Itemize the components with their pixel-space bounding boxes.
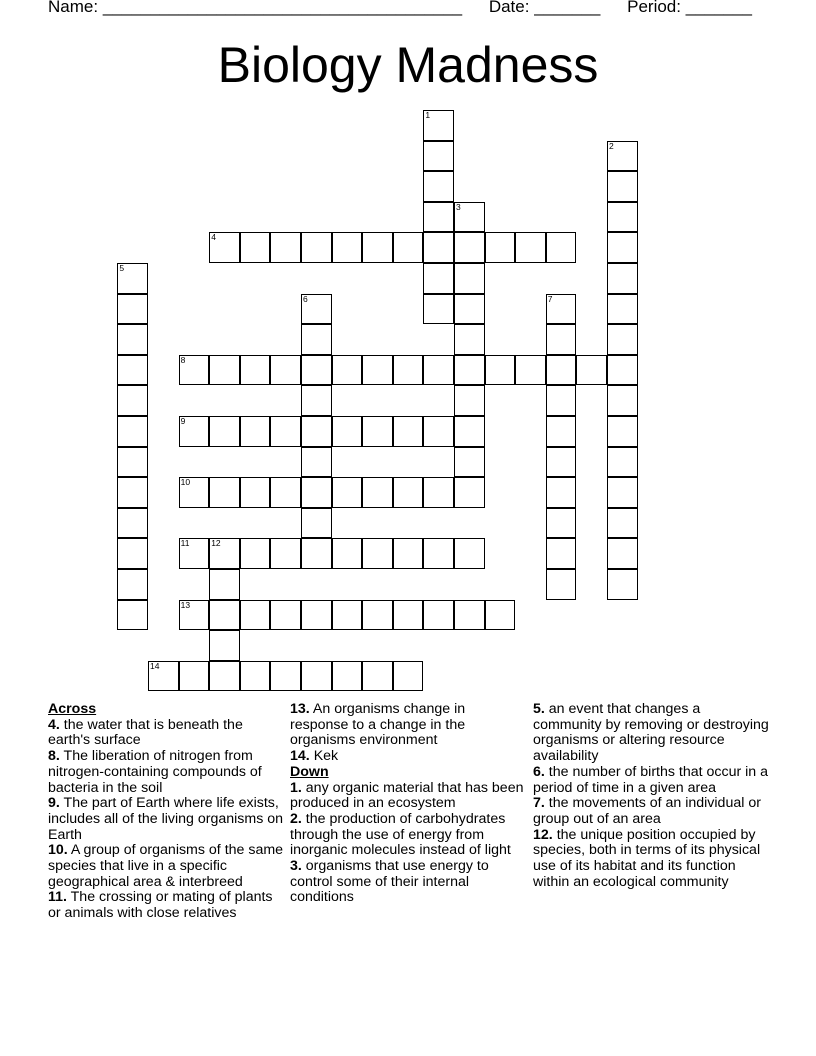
grid-cell[interactable] [454,538,485,569]
clues-column-3 [533,702,769,890]
grid-cell[interactable] [423,263,454,294]
grid-cell[interactable] [546,508,577,539]
grid-cell[interactable] [117,263,148,294]
down-heading: Down [290,763,329,780]
grid-cell[interactable] [301,385,332,416]
grid-cell[interactable] [423,538,454,569]
grid-cell[interactable] [332,477,363,508]
grid-cell[interactable] [485,355,516,386]
grid-cell[interactable] [240,416,271,447]
grid-cell[interactable] [546,569,577,600]
grid-cell[interactable] [117,355,148,386]
grid-cell[interactable] [454,202,485,233]
grid-cell[interactable] [607,141,638,172]
clue-number: 3 [456,201,461,212]
grid-cell[interactable] [362,661,393,692]
clues-column-1 [48,702,284,922]
grid-cell[interactable] [454,385,485,416]
grid-cell[interactable] [454,477,485,508]
grid-cell[interactable] [607,447,638,478]
period-field[interactable]: _______ [685,0,752,16]
grid-cell[interactable] [423,600,454,631]
grid-cell[interactable] [362,538,393,569]
grid-cell[interactable] [240,661,271,692]
grid-cell[interactable] [270,477,301,508]
grid-cell[interactable] [393,661,424,692]
clue-across-4: 4. the water that is beneath the earth's surface [48,716,243,749]
grid-cell[interactable] [301,508,332,539]
grid-cell[interactable] [301,661,332,692]
grid-cell[interactable] [515,355,546,386]
clue-number: 8 [180,354,186,365]
grid-cell[interactable] [454,232,485,263]
clue-number: 6 [303,293,308,304]
across-heading: Across [48,701,97,717]
grid-cell[interactable] [546,232,577,263]
grid-cell[interactable] [179,600,210,631]
grid-cell[interactable] [607,202,638,233]
grid-cell[interactable] [607,477,638,508]
grid-cell[interactable] [607,538,638,569]
clue-across-8: 8. The liberation of nitrogen from nitrogen-containing compounds of bacteria in the soil [48,748,262,796]
grid-cell[interactable] [454,263,485,294]
clue-number: 9 [180,416,186,426]
grid-cell[interactable] [332,232,363,263]
grid-cell[interactable] [270,538,301,569]
clues-column-2 [290,702,526,906]
grid-cell[interactable] [607,263,638,294]
clue-number: 5 [119,263,125,273]
clue-number: 1 [425,110,431,120]
grid-cell[interactable] [209,477,240,508]
grid-cell[interactable] [301,324,332,355]
grid-cell[interactable] [179,355,210,386]
grid-cell[interactable] [301,294,332,325]
grid-cell[interactable] [332,661,363,692]
grid-cell[interactable] [270,232,301,263]
grid-cell[interactable] [240,538,271,569]
grid-cell[interactable] [393,355,424,386]
grid-cell[interactable] [576,355,607,386]
period-label: Period: [627,0,681,16]
grid-cell[interactable] [607,569,638,600]
grid-cell[interactable] [117,569,148,600]
grid-cell[interactable] [270,416,301,447]
grid-cell[interactable] [270,600,301,631]
grid-cell[interactable] [240,232,271,263]
grid-cell[interactable] [393,538,424,569]
grid-cell[interactable] [423,477,454,508]
grid-cell[interactable] [301,416,332,447]
grid-cell[interactable] [301,447,332,478]
grid-cell[interactable] [607,416,638,447]
grid-cell[interactable] [301,600,332,631]
grid-cell[interactable] [332,355,363,386]
grid-cell[interactable] [209,355,240,386]
grid-cell[interactable] [546,416,577,447]
grid-cell[interactable] [607,171,638,202]
grid-cell[interactable] [301,232,332,263]
grid-cell[interactable] [423,202,454,233]
grid-cell[interactable] [423,141,454,172]
grid-cell[interactable] [332,600,363,631]
grid-cell[interactable] [240,355,271,386]
grid-cell[interactable] [148,661,179,692]
grid-cell[interactable] [270,661,301,692]
date-field[interactable]: _______ [534,0,601,16]
grid-cell[interactable] [393,232,424,263]
grid-cell[interactable] [209,569,240,600]
grid-cell[interactable] [332,416,363,447]
grid-cell[interactable] [209,600,240,631]
grid-cell[interactable] [546,538,577,569]
clue-number: 14 [150,660,160,671]
grid-cell[interactable] [454,355,485,386]
grid-cell[interactable] [607,232,638,263]
name-field[interactable]: ______________________________________ [102,0,463,16]
grid-cell[interactable] [117,538,148,569]
grid-cell[interactable] [454,416,485,447]
grid-cell[interactable] [209,630,240,661]
grid-cell[interactable] [607,294,638,325]
clue-number: 12 [211,538,221,549]
clue-across-11: 11. The crossing or mating of plants or animals with close relatives [48,889,273,922]
grid-cell[interactable] [546,294,577,325]
grid-cell[interactable] [485,600,516,631]
grid-cell[interactable] [270,355,301,386]
grid-cell[interactable] [423,232,454,263]
grid-cell[interactable] [546,385,577,416]
grid-cell[interactable] [362,355,393,386]
clue-down-2: 2. the production of carbohydrates through the use of energy from inorganic molecules instead of light [290,810,511,859]
grid-cell[interactable] [485,232,516,263]
grid-cell[interactable] [454,600,485,631]
clue-down-3: 3. organisms that use energy to control some of their internal conditions [290,858,489,906]
grid-cell[interactable] [607,324,638,355]
grid-cell[interactable] [117,508,148,539]
grid-cell[interactable] [209,232,240,263]
grid-cell[interactable] [607,385,638,416]
grid-cell[interactable] [179,661,210,692]
grid-cell[interactable] [607,508,638,539]
grid-cell[interactable] [332,538,363,569]
clue-number: 4 [211,232,216,243]
grid-cell[interactable] [454,324,485,355]
grid-cell[interactable] [301,355,332,386]
clue-across-9: 9. The part of Earth where life exists, includes all of the living organisms on Earth [48,795,284,843]
grid-cell[interactable] [423,171,454,202]
grid-cell[interactable] [179,477,210,508]
grid-cell[interactable] [454,447,485,478]
grid-cell[interactable] [209,661,240,692]
clue-down-1: 1. any organic material that has been produced in an ecosystem [290,779,524,812]
clue-across-10: 10. A group of organisms of the same species that live in a specific geographical area & interbreed [48,842,284,890]
grid-cell[interactable] [546,447,577,478]
grid-cell[interactable] [362,416,393,447]
page-title: Biology Madness [217,37,599,93]
grid-cell[interactable] [393,477,424,508]
clue-number: 7 [547,293,553,304]
grid-cell[interactable] [393,416,424,447]
grid-cell[interactable] [117,294,148,325]
grid-cell[interactable] [117,385,148,416]
grid-cell[interactable] [423,110,454,141]
grid-cell[interactable] [117,600,148,631]
clue-down-7: 7. the movements of an individual or group out of an area [533,795,761,827]
clue-number: 13 [180,599,191,610]
grid-cell[interactable] [607,355,638,386]
grid-cell[interactable] [117,447,148,478]
name-label: Name: [48,0,99,16]
grid-cell[interactable] [240,600,271,631]
clue-number: 2 [609,140,614,151]
date-label: Date: [488,0,530,16]
clue-down-6: 6. the number of births that occur in a period of time in a given area [533,763,769,796]
grid-cell[interactable] [515,232,546,263]
clue-number: 11 [180,538,190,549]
grid-cell[interactable] [362,600,393,631]
grid-cell[interactable] [393,600,424,631]
grid-cell[interactable] [240,477,271,508]
clue-number: 10 [180,477,191,488]
grid-cell[interactable] [423,355,454,386]
grid-cell[interactable] [209,416,240,447]
grid-cell[interactable] [179,416,210,447]
grid-cell[interactable] [362,232,393,263]
grid-cell[interactable] [117,324,148,355]
grid-cell[interactable] [117,416,148,447]
clue-down-5: 5. an event that changes a community by removing or destroying organisms or altering resource availability [533,701,769,765]
grid-cell[interactable] [546,324,577,355]
clue-across-13: 13. An organisms change in response to a change in the organisms environment [290,701,466,749]
grid-cell[interactable] [423,416,454,447]
clue-down-12: 12. the unique position occupied by species, both in terms of its physical use of its habitat and its function within an ecological community [533,826,761,890]
grid-cell[interactable] [301,538,332,569]
grid-cell[interactable] [546,355,577,386]
grid-cell[interactable] [362,477,393,508]
grid-cell[interactable] [209,538,240,569]
grid-cell[interactable] [301,477,332,508]
grid-cell[interactable] [546,477,577,508]
grid-cell[interactable] [454,294,485,325]
grid-cell[interactable] [423,294,454,325]
clue-across-14: 14. Kek [290,748,339,765]
grid-cell[interactable] [117,477,148,508]
grid-cell[interactable] [179,538,210,569]
